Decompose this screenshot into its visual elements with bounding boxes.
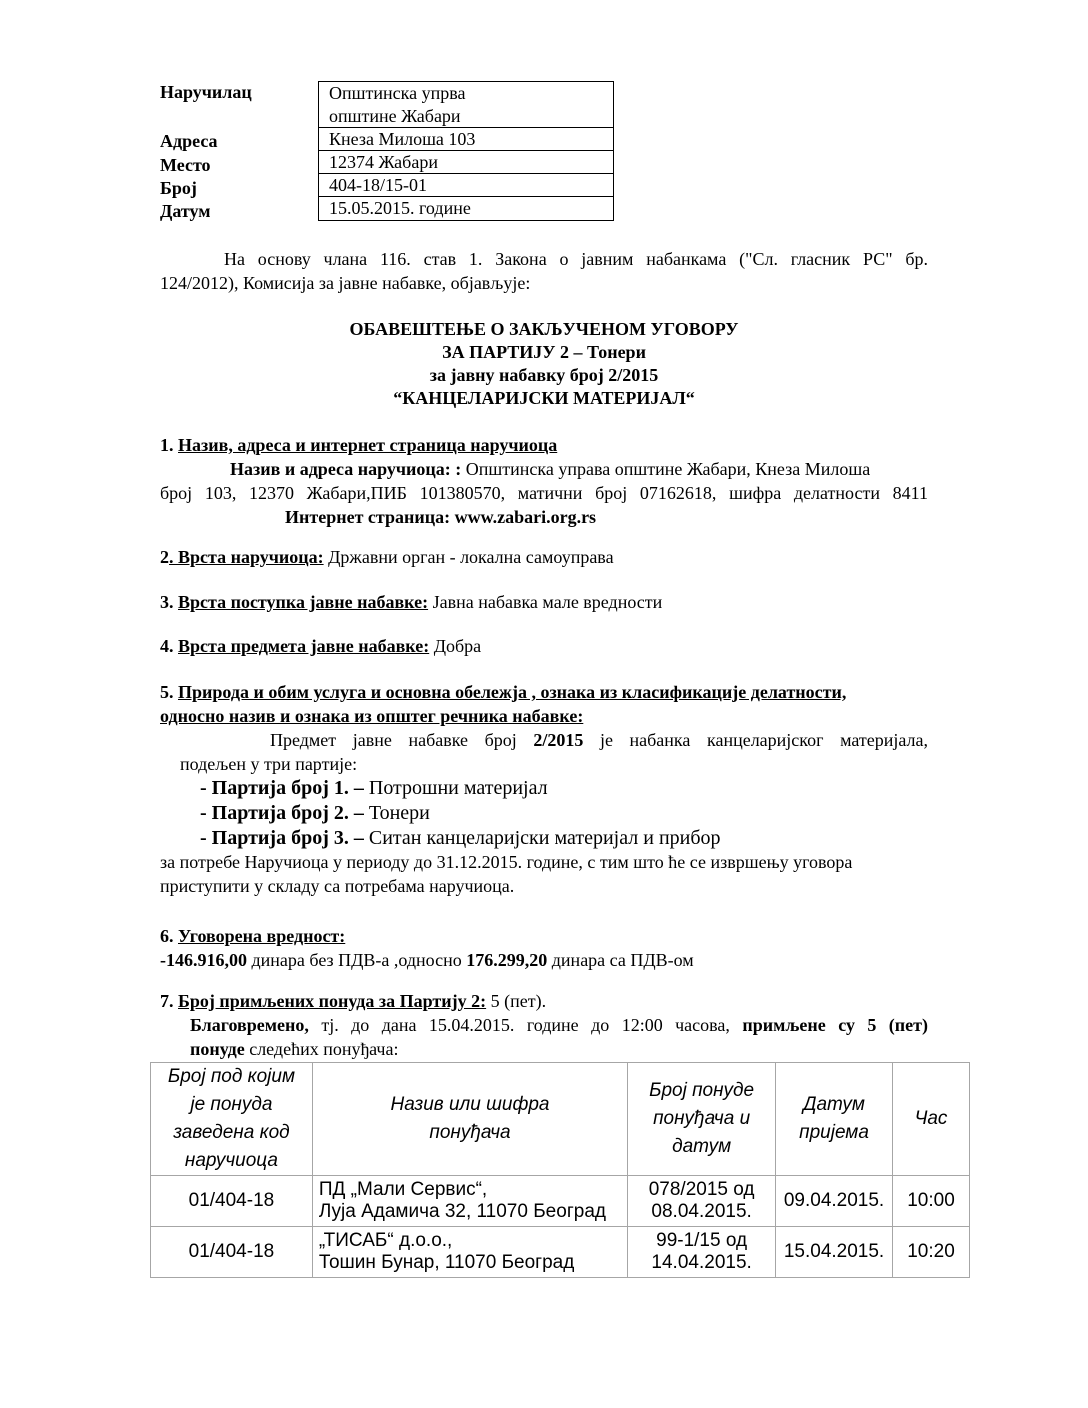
section-1-num: 1. [160, 435, 174, 455]
col-header-reg-l3: заведена код [173, 1122, 290, 1143]
section-6-num: 6. [160, 926, 174, 946]
label-date: Датум [160, 201, 211, 221]
party-3-value: Ситан канцеларијски материјал и прибор [363, 827, 721, 849]
value-date: 15.05.2015. године [329, 198, 471, 218]
section-2-num: 2 [160, 547, 169, 567]
col-header-reg-l4: наручиоца [184, 1150, 278, 1171]
col-header-name-l1: Назив или шифра [390, 1094, 550, 1115]
col-header-reg-l1: Број под којим [167, 1066, 295, 1087]
label-place: Место [160, 155, 211, 175]
section-7-l2a: понуде [190, 1039, 245, 1059]
title-line2: ЗА ПАРТИЈУ 2 – Тонери [442, 342, 646, 362]
cell-offer [628, 1227, 776, 1278]
section-5 [160, 680, 928, 776]
section-2-value: Државни орган - локална самоуправа [323, 547, 614, 567]
section-1-text2: број 103, 12370 Жабари,ПИБ 101380570, матични број 07162618, шифра делатности 8411 [160, 483, 928, 503]
value-client-line1: Општинска упрва [329, 83, 466, 103]
section-1-heading: Назив, адреса и интернет страница наручиоца [178, 435, 558, 455]
section-3-num: 3. [160, 592, 174, 612]
party-3 [200, 826, 721, 850]
cell-name-l2: Луја Адамича 32, 11070 Београд [318, 1201, 606, 1222]
cell-offer-l1: 078/2015 од [648, 1179, 755, 1200]
value-place: 12374 Жабари [319, 151, 613, 174]
intro-paragraph [160, 247, 928, 295]
cell-reg: 01/404-18 [151, 1176, 313, 1227]
section-7-l1b: тј. до дана 15.04.2015. године до 12:00 часова, [308, 1015, 743, 1035]
cell-reg: 01/404-18 [151, 1227, 313, 1278]
section-4-num: 4. [160, 636, 174, 656]
cell-time: 10:00 [893, 1176, 970, 1227]
section-4-value: Добра [429, 636, 482, 656]
section-4-heading: Врста предмета јавне набавке: [178, 636, 430, 656]
party-1-value: Потрошни материјал [363, 777, 548, 799]
section-6-v1: -146.916,00 [160, 950, 247, 970]
col-header-date-l2: пријема [799, 1122, 869, 1143]
party-2-value: Тонери [363, 802, 430, 824]
section-2-heading: . Врста наручиоца: [169, 547, 324, 567]
col-header-offer [628, 1063, 776, 1176]
section-7-l1c: примљене су 5 (пет) [742, 1015, 928, 1035]
cell-offer [628, 1176, 776, 1227]
cell-offer-l2: 14.04.2015. [651, 1252, 752, 1273]
col-header-time [893, 1063, 970, 1176]
section-3-heading: Врста поступка јавне набавке: [178, 592, 429, 612]
document-title [160, 318, 928, 410]
value-address: Кнеза Милоша 103 [319, 128, 613, 151]
col-header-reg-l2: је понуда [190, 1094, 273, 1115]
label-address: Адреса [160, 131, 218, 151]
section-7-num: 7. [160, 991, 174, 1011]
intro-line2: 124/2012), Комисија за јавне набавке, објављује: [160, 273, 531, 293]
section-7-heading: Број примљених понуда за Партију 2: [178, 991, 487, 1011]
section-5-num: 5. [160, 682, 174, 702]
cell-date: 09.04.2015. [776, 1176, 893, 1227]
offers-table [150, 1062, 970, 1278]
col-header-offer-l3: датум [672, 1136, 732, 1157]
col-header-reg [151, 1063, 313, 1176]
title-line1: ОБАВЕШТЕЊЕ О ЗАКЉУЧЕНОМ УГОВОРУ [349, 319, 739, 339]
table-row [151, 1227, 970, 1278]
section-1-text1: Општинска управа општине Жабари, Кнеза Милоша [461, 459, 871, 479]
table-header-row [151, 1063, 970, 1176]
section-7 [160, 989, 928, 1061]
section-1 [160, 433, 928, 529]
header-values-box [318, 81, 614, 221]
section-5-heading1: Природа и обим услуга и основна обележја , ознака из класификације делатности, [178, 682, 847, 702]
col-header-date-l1: Датум [803, 1094, 865, 1115]
section-5-heading2: односно назив и ознака из општег речника набавке: [160, 706, 584, 726]
section-6-heading: Уговорена вредност: [178, 926, 346, 946]
section-5-p1a: Предмет јавне набавке број [270, 730, 534, 750]
cell-date: 15.04.2015. [776, 1227, 893, 1278]
table-row [151, 1176, 970, 1227]
value-client-line2: општине Жабари [329, 106, 461, 126]
section-5-p1b: 2/2015 [533, 730, 584, 750]
cell-name-l2: Тошин Бунар, 11070 Београд [318, 1252, 575, 1273]
col-header-name [312, 1063, 627, 1176]
section-4 [160, 634, 928, 658]
title-line4: “КАНЦЕЛАРИЈСКИ МАТЕРИЈАЛ“ [393, 388, 695, 408]
section-3-value: Јавна набавка мале вредности [428, 592, 663, 612]
cell-time: 10:20 [893, 1227, 970, 1278]
cell-offer-l1: 99-1/15 од [656, 1230, 748, 1251]
party-2 [200, 801, 430, 825]
section-5-p3: за потребе Наручиоца у периоду до 31.12.2015. године, с тим што ће се извршењу уговора [160, 852, 853, 872]
value-number: 404-18/15-01 [319, 174, 613, 197]
section-1-label: Назив и адреса наручиоца: : [230, 459, 462, 479]
party-3-label: - Партија број 3. – [200, 827, 364, 849]
section-5-p2: подељен у три партије: [180, 754, 358, 774]
section-7-value: 5 (пет). [486, 991, 547, 1011]
col-header-time-l1: Час [914, 1108, 948, 1129]
section-7-l2b: следећих понуђача: [244, 1039, 399, 1059]
section-6-t1: динара без ПДВ-а ,односно [247, 950, 467, 970]
section-6-v2: 176.299,20 [466, 950, 548, 970]
section-5-p4: приступити у складу са потребама наручиоца. [160, 876, 515, 896]
intro-line1: На основу члана 116. став 1. Закона о јавним набанкама ("Сл. гласник РС" бр. [224, 249, 928, 269]
label-client: Наручилац [160, 82, 252, 102]
cell-name-l1: „ТИСАБ“ д.о.о., [318, 1230, 453, 1251]
col-header-name-l2: понуђача [429, 1122, 511, 1143]
cell-name [312, 1227, 627, 1278]
section-1-web: Интернет страница: www.zabari.org.rs [285, 507, 597, 527]
section-5-tail [160, 850, 928, 898]
value-client [319, 82, 613, 128]
col-header-offer-l1: Број понуде [649, 1080, 755, 1101]
label-number: Број [160, 178, 197, 198]
col-header-date [776, 1063, 893, 1176]
section-2 [160, 545, 928, 569]
party-2-label: - Партија број 2. – [200, 802, 364, 824]
party-1-label: - Партија број 1. – [200, 777, 364, 799]
col-header-offer-l2: понуђача и [653, 1108, 751, 1129]
section-7-l1a: Благовремено, [190, 1015, 309, 1035]
party-1 [200, 776, 548, 800]
section-6-t2: динара са ПДВ-ом [547, 950, 694, 970]
section-6 [160, 924, 928, 972]
section-3 [160, 590, 928, 614]
cell-offer-l2: 08.04.2015. [651, 1201, 752, 1222]
section-5-p1c: је набанка канцеларијског материјала, [583, 730, 928, 750]
cell-name [312, 1176, 627, 1227]
cell-name-l1: ПД „Мали Сервис“, [318, 1179, 488, 1200]
section-5-p1 [160, 728, 928, 752]
title-line3: за јавну набавку број 2/2015 [429, 365, 659, 385]
